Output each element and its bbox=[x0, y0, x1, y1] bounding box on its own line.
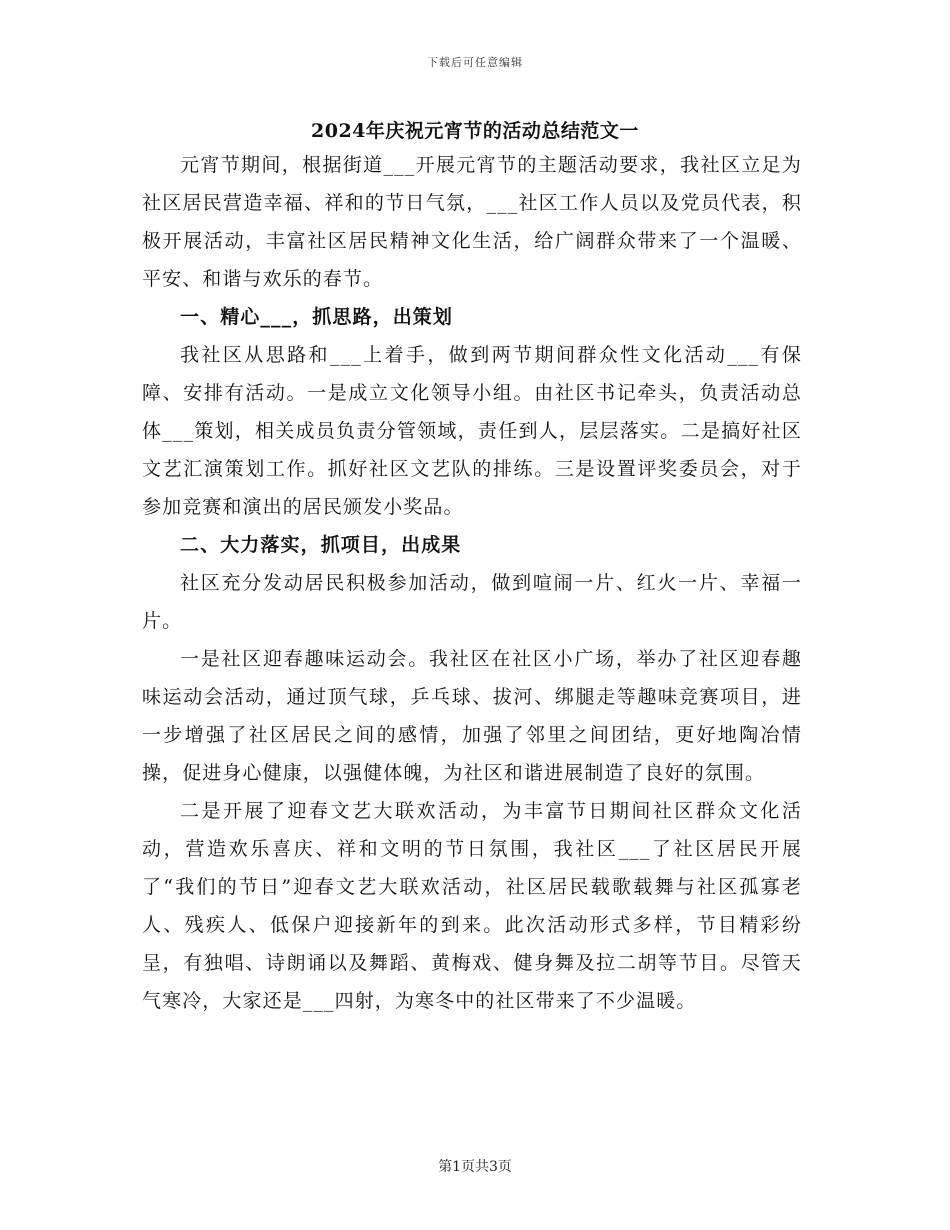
section-2-paragraph-2: 一是社区迎春趣味运动会。我社区在社区小广场，举办了社区迎春趣味运动会活动，通过顶气球，乒乓球、拔河、绑腿走等趣味竞赛项目，进一步增强了社区居民之间的感情，加强了邻里之间团结，更好地陶冶情操，促进身心健康，以强健体魄，为社区和谐进展制造了良好的氛围。 bbox=[142, 648, 802, 784]
document-title: 2024年庆祝元宵节的活动总结范文一 bbox=[311, 120, 639, 142]
intro-paragraph: 元宵节期间，根据街道___开展元宵节的主题活动要求，我社区立足为社区居民营造幸福、祥和的节日气氛，___社区工作人员以及党员代表，积极开展活动，丰富社区居民精神文化生活，给广阔群众带来了一个温暖、平安、和谐与欢乐的春节。 bbox=[142, 154, 802, 290]
section-heading-2: 二、大力落实，抓项目，出成果 bbox=[180, 534, 462, 556]
header-note: 下载后可任意编辑 bbox=[427, 56, 523, 69]
section-heading-1: 一、精心___，抓思路，出策划 bbox=[180, 306, 454, 328]
section-2-paragraph-3: 二是开展了迎春文艺大联欢活动，为丰富节日期间社区群众文化活动，营造欢乐喜庆、祥和文明的节日氛围，我社区___了社区居民开展了“我们的节日”迎春文艺大联欢活动，社区居民载歌载舞与社区孤寡老人、残疾人、低保户迎接新年的到来。此次活动形式多样，节目精彩纷呈，有独唱、诗朗诵以及舞蹈、黄梅戏、健身舞及拉二胡等节目。尽管天气寒冷，大家还是___四射，为寒冬中的社区带来了不少温暖。 bbox=[142, 800, 802, 1012]
document-body bbox=[142, 146, 802, 1020]
page-number-footer: 第1页共3页 bbox=[438, 1159, 512, 1175]
section-2-paragraph-1: 社区充分发动居民积极参加活动，做到喧闹一片、红火一片、幸福一片。 bbox=[142, 572, 802, 632]
section-1-paragraph: 我社区从思路和___上着手，做到两节期间群众性文化活动___有保障、安排有活动。一是成立文化领导小组。由社区书记牵头，负责活动总体___策划，相关成员负责分管领域，责任到人，层层落实。二是搞好社区文艺汇演策划工作。抓好社区文艺队的排练。三是设置评奖委员会，对于参加竞赛和演出的居民颁发小奖品。 bbox=[142, 344, 802, 518]
